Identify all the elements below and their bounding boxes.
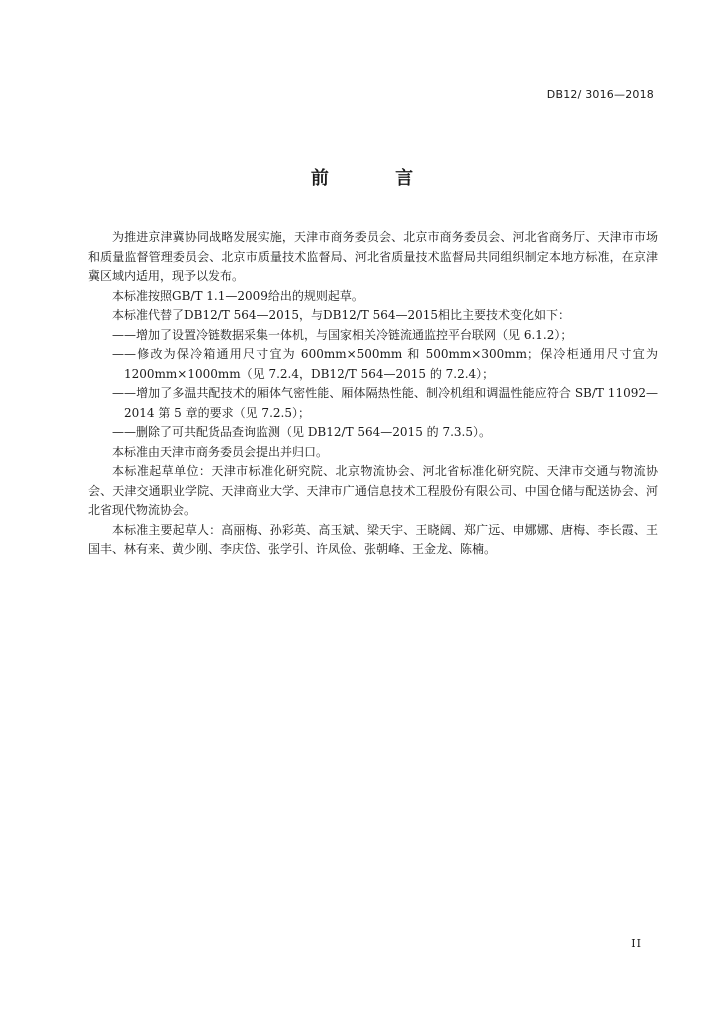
- change-item-2: ——修改为保冷箱通用尺寸宜为 600mm×500mm 和 500mm×300mm；保冷柜通用尺寸宜为 1200mm×1000mm（见 7.2.4，DB12/T 564—2015 的 7.2.4）；: [112, 347, 658, 381]
- paragraph-proposer: 本标准由天津市商务委员会提出并归口。: [112, 444, 329, 459]
- paragraph-replacement: 本标准代替了DB12/T 564—2015，与DB12/T 564—2015相比主要技术变化如下：: [112, 308, 571, 322]
- change-item-1: ——增加了设置冷链数据采集一体机，与国家相关冷链流通监控平台联网（见 6.1.2）；: [112, 327, 573, 342]
- paragraph-drafting-rules: 本标准按照GB/T 1.1—2009给出的规则起草。: [112, 288, 364, 303]
- page-number: II: [631, 937, 642, 950]
- paragraph-purpose: 为推进京津冀协同战略发展实施，天津市商务委员会、北京市商务委员会、河北省商务厅、天津市市场和质量监督管理委员会、北京市质量技术监督局、河北省质量技术监督局共同组织制定本地方标准，在京津冀区域内适用，现予以发布。: [88, 230, 658, 283]
- paragraph-drafters: 本标准主要起草人：高丽梅、孙彩英、高玉斌、梁天宇、王晓阔、郑广远、申娜娜、唐梅、李长霞、王国丰、林有来、黄少刚、李庆岱、张学引、许凤俭、张朝峰、王金龙、陈楠。: [88, 522, 658, 556]
- paragraph-drafting-units: 本标准起草单位：天津市标准化研究院、北京物流协会、河北省标准化研究院、天津市交通与物流协会、天津交通职业学院、天津商业大学、天津市广通信息技术工程股份有限公司、中国仓储与配送协会、河北省现代物流协会。: [88, 464, 658, 517]
- page-title: 前 言: [310, 168, 444, 189]
- change-item-3: ——增加了多温共配技术的厢体气密性能、厢体隔热性能、制冷机组和调温性能应符合 SB/T 11092—2014 第 5 章的要求（见 7.2.5）；: [112, 386, 658, 420]
- foreword-body: [88, 228, 658, 560]
- document-code: DB12/ 3016—2018: [546, 88, 654, 101]
- change-item-4: ——删除了可共配货品查询监测（见 DB12/T 564—2015 的 7.3.5）。: [112, 425, 491, 439]
